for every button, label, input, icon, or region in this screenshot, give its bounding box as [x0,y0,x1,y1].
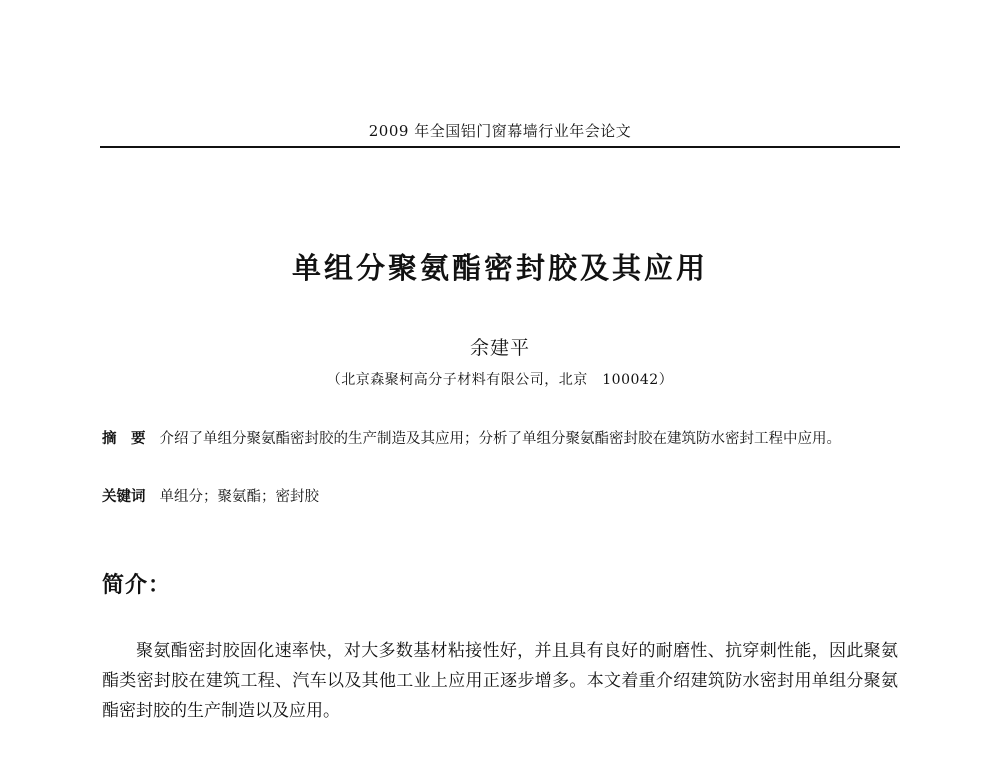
author-name: 余建平 [469,337,530,359]
author-affiliation: （北京森聚柯高分子材料有限公司，北京 100042） [326,372,674,388]
abstract [102,425,898,453]
paper-title: 单组分聚氨酯密封胶及其应用 [291,251,708,285]
abstract-text: 介绍了单组分聚氨酯密封胶的生产制造及其应用；分析了单组分聚氨酯密封胶在建筑防水密封工程中应用。 [159,431,841,447]
keywords-label: 关键词 [102,489,146,505]
header-rule [100,146,900,148]
running-head: 2009 年全国铝门窗幕墙行业年会论文 [368,122,632,140]
introduction-paragraph: 聚氨酯密封胶固化速率快，对大多数基材粘接性好，并且具有良好的耐磨性、抗穿刺性能，因此聚氨酯类密封胶在建筑工程、汽车以及其他工业上应用正逐步增多。本文着重介绍建筑防水密封用单组分聚氨酯密封胶的生产制造以及应用。 [102,641,898,721]
abstract-label: 摘 要 [102,431,146,447]
section-heading-introduction: 简介： [102,573,172,598]
keywords-text: 单组分；聚氨酯；密封胶 [159,489,319,505]
keywords [102,484,898,510]
